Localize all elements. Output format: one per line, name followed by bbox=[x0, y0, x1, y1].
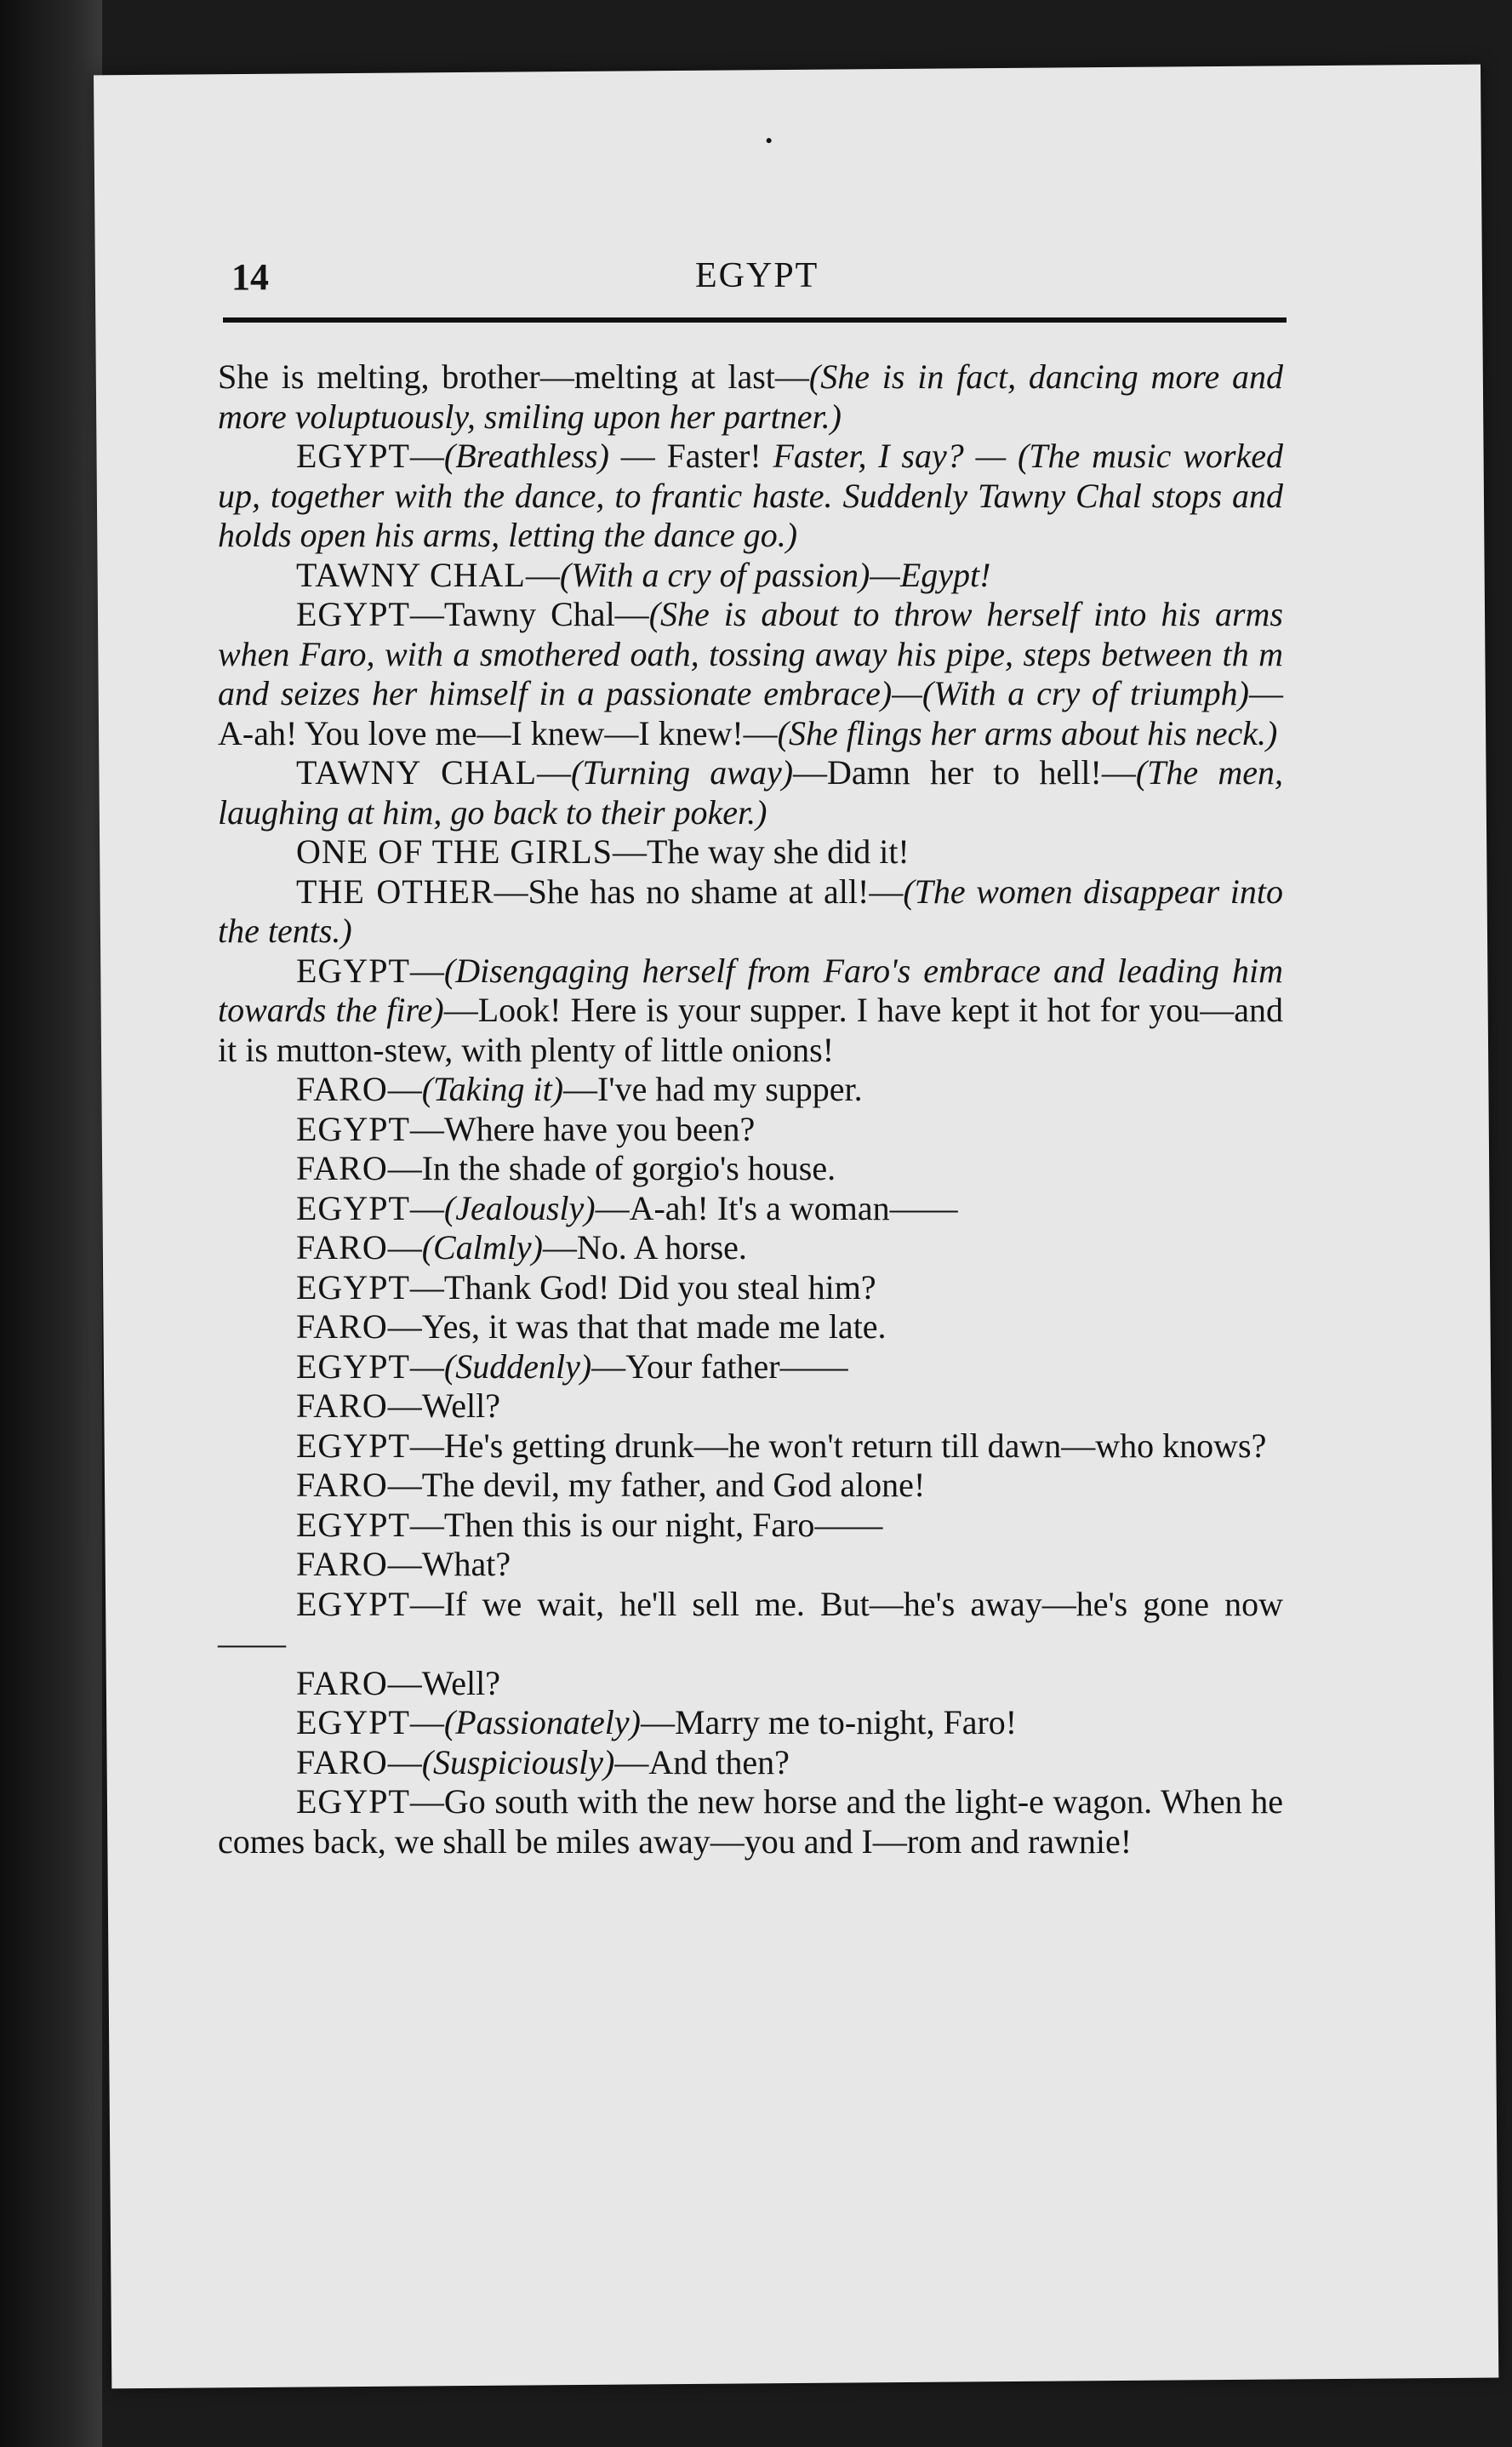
stage-direction: (She flings her arms about his neck.) bbox=[777, 713, 1278, 752]
dialogue-text: —Where have you been? bbox=[409, 1109, 756, 1148]
dialogue-text: —Damn her to hell!— bbox=[793, 753, 1136, 792]
speaker-name: EGYPT bbox=[296, 1584, 410, 1623]
script-paragraph bbox=[218, 1545, 1283, 1585]
dialogue-text: — bbox=[387, 1070, 422, 1108]
stage-direction: Faster, I say? — (The music worked up, together with the dance, to frantic haste. Suddenly Tawny Chal stops and holds open his arms, letting the dance go.) bbox=[218, 437, 1283, 554]
script-paragraph bbox=[218, 1585, 1283, 1664]
dialogue-text: — Faster! bbox=[608, 437, 773, 475]
script-paragraph bbox=[218, 357, 1283, 437]
stage-direction: (She is about to throw herself into his arms when Faro, with a smothered oath, tossing away his pipe, steps between th m and seizes her himself in a passionate embrace)—(With a cry of triumph) bbox=[218, 595, 1284, 712]
script-paragraph bbox=[218, 1268, 1283, 1308]
script-paragraph bbox=[218, 1110, 1283, 1150]
dialogue-text: —Look! Here is your supper. I have kept it hot for you—and it is mutton-stew, with plenty of little onions! bbox=[218, 991, 1283, 1069]
script-paragraph bbox=[218, 832, 1283, 872]
dialogue-text: — bbox=[409, 1703, 444, 1741]
dialogue-text: — bbox=[409, 437, 444, 475]
script-paragraph bbox=[218, 595, 1283, 753]
speaker-name: FARO bbox=[296, 1307, 388, 1346]
dialogue-text: —Then this is our night, Faro—— bbox=[409, 1505, 883, 1544]
script-paragraph bbox=[218, 1743, 1283, 1783]
script-paragraph bbox=[218, 556, 1283, 596]
script-paragraph bbox=[218, 1664, 1283, 1704]
stage-direction: (She is in fact, dancing more and more voluptuously, smiling upon her partner.) bbox=[218, 357, 1284, 436]
stage-direction: (Disengaging herself from Faro's embrace and leading him towards the fire) bbox=[218, 951, 1283, 1029]
speaker-name: EGYPT bbox=[296, 1109, 410, 1148]
stage-direction: (Turning away) bbox=[571, 753, 794, 792]
dialogue-text: — bbox=[525, 555, 560, 594]
dialogue-text: —I've had my supper. bbox=[563, 1070, 863, 1108]
stage-direction: (The women disappear into the tents.) bbox=[218, 872, 1283, 950]
dialogue-text: — bbox=[387, 1228, 422, 1266]
stage-direction: (With a cry of passion)—Egypt! bbox=[559, 555, 991, 594]
script-paragraph bbox=[218, 437, 1283, 556]
speaker-name: THE OTHER bbox=[296, 872, 494, 911]
dialogue-text: —Yes, it was that that made me late. bbox=[387, 1307, 887, 1346]
speaker-name: EGYPT bbox=[296, 1782, 410, 1821]
speaker-name: EGYPT bbox=[296, 1505, 410, 1544]
play-text bbox=[218, 357, 1283, 1861]
script-paragraph bbox=[218, 1307, 1283, 1347]
stage-direction: (Suspiciously) bbox=[421, 1742, 615, 1781]
stage-direction: (Jealously) bbox=[443, 1188, 596, 1227]
stage-direction: (Breathless) bbox=[443, 437, 609, 475]
dialogue-text: — A-ah! You love me—I knew—I knew!— bbox=[218, 674, 1283, 752]
script-paragraph bbox=[218, 1386, 1283, 1426]
dialogue-text: — bbox=[537, 753, 572, 792]
dialogue-text: —Go south with the new horse and the light-e wagon. When he comes back, we shall be miles away—you and I—rom and rawnie! bbox=[218, 1782, 1283, 1861]
speaker-name: TAWNY CHAL bbox=[296, 753, 538, 792]
stage-direction: (Suddenly) bbox=[443, 1346, 592, 1386]
speaker-name: EGYPT bbox=[296, 1426, 410, 1465]
script-paragraph bbox=[218, 1426, 1283, 1466]
dialogue-text: —Your father—— bbox=[591, 1346, 848, 1386]
running-title: EGYPT bbox=[695, 256, 819, 295]
speaker-name: FARO bbox=[296, 1386, 388, 1425]
script-paragraph bbox=[218, 1228, 1283, 1268]
speaker-name: EGYPT bbox=[296, 1188, 410, 1227]
script-paragraph bbox=[218, 1347, 1283, 1387]
stage-direction: (Passionately) bbox=[443, 1703, 641, 1741]
speaker-name: FARO bbox=[296, 1149, 388, 1187]
script-paragraph bbox=[218, 952, 1283, 1071]
page-number: 14 bbox=[231, 256, 269, 298]
script-paragraph bbox=[218, 753, 1283, 832]
dialogue-text: —No. A horse. bbox=[542, 1228, 747, 1266]
script-paragraph bbox=[218, 1466, 1283, 1506]
dialogue-text: —Well? bbox=[387, 1386, 501, 1425]
speaker-name: FARO bbox=[296, 1545, 388, 1583]
speaker-name: EGYPT bbox=[296, 595, 410, 633]
dialogue-text: — bbox=[387, 1742, 422, 1781]
script-paragraph bbox=[218, 1070, 1283, 1110]
dialogue-text: — bbox=[409, 951, 444, 990]
script-paragraph bbox=[218, 872, 1283, 952]
header-rule bbox=[223, 317, 1287, 323]
speaker-name: FARO bbox=[296, 1228, 388, 1266]
speaker-name: EGYPT bbox=[296, 437, 410, 475]
dialogue-text: —Marry me to-night, Faro! bbox=[640, 1703, 1018, 1741]
dialogue-text: —Tawny Chal— bbox=[409, 595, 649, 633]
speaker-name: TAWNY CHAL bbox=[296, 555, 526, 594]
dialogue-text: —What? bbox=[387, 1545, 511, 1583]
dialogue-text: — bbox=[409, 1346, 444, 1386]
speaker-name: ONE OF THE GIRLS bbox=[296, 832, 613, 871]
script-paragraph bbox=[218, 1149, 1283, 1189]
speaker-name: EGYPT bbox=[296, 1267, 410, 1306]
page-header bbox=[223, 255, 1287, 306]
speaker-name: FARO bbox=[296, 1466, 388, 1504]
script-paragraph bbox=[218, 1506, 1283, 1546]
stage-direction: (Calmly) bbox=[421, 1228, 543, 1266]
speaker-name: EGYPT bbox=[296, 1703, 410, 1741]
dialogue-text: —The devil, my father, and God alone! bbox=[387, 1466, 926, 1504]
dialogue-text: —She has no shame at all!— bbox=[494, 872, 904, 911]
script-paragraph bbox=[218, 1782, 1283, 1861]
speaker-name: EGYPT bbox=[296, 951, 410, 990]
dialogue-text: —Well? bbox=[387, 1663, 501, 1702]
script-paragraph bbox=[218, 1189, 1283, 1229]
speaker-name: FARO bbox=[296, 1742, 388, 1781]
dialogue-text: —If we wait, he'll sell me. But—he's away—he's gone now—— bbox=[218, 1584, 1283, 1662]
dialogue-text: — bbox=[409, 1188, 444, 1227]
dialogue-text: —And then? bbox=[614, 1742, 790, 1781]
speaker-name: FARO bbox=[296, 1070, 388, 1108]
speaker-name: FARO bbox=[296, 1663, 388, 1702]
dialogue-text: —A-ah! It's a woman—— bbox=[595, 1188, 958, 1227]
stage-direction: (The men, laughing at him, go back to their poker.) bbox=[218, 753, 1283, 832]
script-paragraph bbox=[218, 1703, 1283, 1743]
ink-speck bbox=[767, 138, 772, 143]
dialogue-text: —He's getting drunk—he won't return till dawn—who knows? bbox=[409, 1426, 1267, 1465]
dialogue-text: —Thank God! Did you steal him? bbox=[409, 1267, 876, 1306]
dialogue-text: —The way she did it! bbox=[612, 832, 910, 871]
dialogue-text: —In the shade of gorgio's house. bbox=[387, 1149, 836, 1187]
dialogue-text: She is melting, brother—melting at last— bbox=[218, 357, 809, 396]
stage-direction: (Taking it) bbox=[421, 1070, 564, 1108]
speaker-name: EGYPT bbox=[296, 1346, 410, 1386]
scan-background-edge bbox=[0, 0, 102, 2447]
